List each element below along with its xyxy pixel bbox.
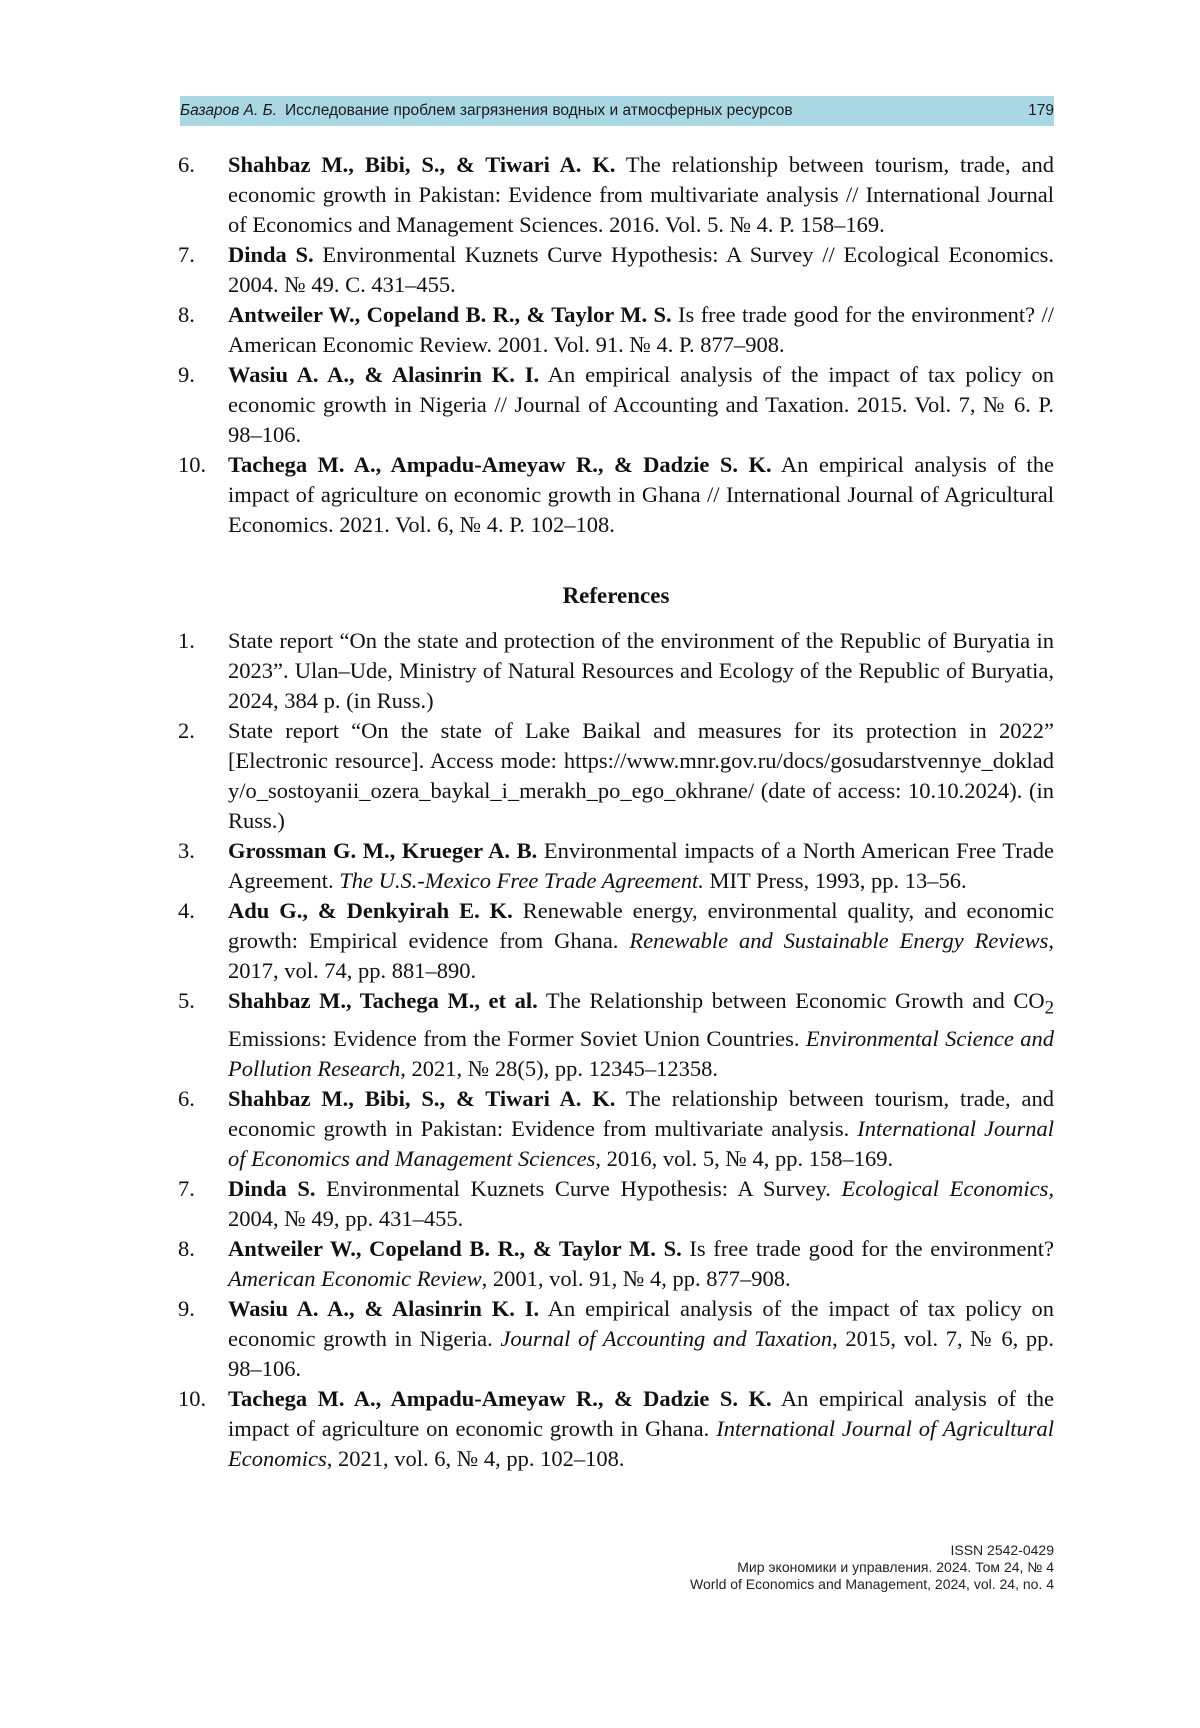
russian-reference-list <box>178 150 1054 540</box>
reference-authors: Shahbaz M., Tachega M., et al. <box>228 988 538 1013</box>
reference-number: 9. <box>178 1295 195 1321</box>
reference-url: https://www.mnr.gov.ru/docs/gosudarstvennye_doklady/o_sostoyanii_ozera_baykal_i_merakh_po_ego_okhrane/ <box>228 748 1054 803</box>
reference-text: Environmental Kuznets Curve Hypothesis: A Survey. <box>315 1175 842 1201</box>
reference-authors: Shahbaz M., Bibi, S., & Tiwari A. K. <box>228 152 616 177</box>
reference-number: 2. <box>178 718 195 743</box>
reference-text-tail: , 2015, vol. 7, № 6, pp. 98–106. <box>228 1325 1054 1381</box>
reference-number: 7. <box>178 242 195 267</box>
reference-item <box>178 240 1054 300</box>
reference-number: 8. <box>178 1235 195 1261</box>
reference-source: Renewable and Sustainable Energy Reviews <box>629 928 1049 953</box>
reference-item <box>178 300 1054 360</box>
reference-source: International Journal of Agricultural Economics <box>228 1415 1054 1471</box>
reference-authors: Tachega M. A., Ampadu-Ameyaw R., & Dadzie S. K. <box>228 452 772 477</box>
reference-text: The relationship between tourism, trade, and economic growth in Pakistan: Evidence from multivariate analysis // International Journal of Economics and Management Sciences. 2016. Vol. 5. № 4. P. 158–169. <box>228 152 1055 237</box>
reference-number: 10. <box>178 452 207 477</box>
reference-number: 4. <box>178 898 195 923</box>
reference-source: International Journal of Economics and Management Sciences <box>228 1115 1055 1171</box>
reference-text: The Relationship between Economic Growth and CO <box>537 988 1045 1013</box>
reference-text: An empirical analysis of the impact of agriculture on economic growth in Ghana. <box>228 1385 1054 1441</box>
reference-text-2: Emissions: Evidence from the Former Soviet Union Countries. <box>228 1025 806 1051</box>
reference-item <box>178 986 1054 1084</box>
footer-journal-ru: Мир экономики и управления. 2024. Том 24, № 4 <box>737 1559 1054 1575</box>
references-heading: References <box>562 583 670 608</box>
reference-text-tail: 2004, № 49, pp. 431–455. <box>228 1205 464 1231</box>
co2-subscript: 2 <box>1044 997 1054 1019</box>
reference-item <box>178 836 1054 896</box>
reference-text-tail: , 2021, № 28(5), pp. 12345–12358. <box>400 1055 718 1081</box>
footer-issn: ISSN 2542-0429 <box>950 1542 1054 1558</box>
reference-item <box>178 896 1054 986</box>
reference-number: 3. <box>178 838 195 863</box>
header-title: Исследование проблем загрязнения водных и атмосферных ресурсов <box>285 102 793 119</box>
reference-text: Is free trade good for the environment? // American Economic Review. 2001. Vol. 91. № 4. P. 877–908. <box>228 302 1054 357</box>
reference-item <box>178 450 1054 540</box>
english-reference-list <box>178 626 1054 1474</box>
reference-number: 6. <box>178 152 195 177</box>
header-author: Базаров А. Б. <box>180 102 278 119</box>
reference-number: 10. <box>178 1385 207 1411</box>
reference-source: The U.S.-Mexico Free Trade Agreement. <box>339 868 704 893</box>
reference-number: 1. <box>178 628 195 653</box>
reference-text: Is free trade good for the environment? <box>681 1235 1055 1261</box>
reference-number: 8. <box>178 302 195 327</box>
reference-text: An empirical analysis of the impact of tax policy on economic growth in Nigeria // Journal of Accounting and Taxation. 2015. Vol. 7, № 6. P. 98–106. <box>228 362 1054 447</box>
journal-footer <box>690 1542 1054 1593</box>
reference-item <box>178 1234 1054 1294</box>
reference-item <box>178 1294 1054 1384</box>
reference-text: State report “On the state of Lake Baikal and measures for its protection in 2022” [Electronic resource]. Access mode: <box>228 718 1054 773</box>
reference-authors: Adu G., & Denkyirah E. K. <box>228 898 513 923</box>
reference-text-tail: (date of access: 10.10.2024). (in Russ.) <box>228 778 1054 833</box>
page-number: 179 <box>1028 102 1054 119</box>
reference-authors: Antweiler W., Copeland B. R., & Taylor M. S. <box>228 1235 682 1261</box>
reference-item <box>178 360 1054 450</box>
reference-number: 5. <box>178 988 195 1013</box>
reference-text: State report “On the state and protection of the environment of the Republic of Buryatia in 2023”. Ulan–Ude, Ministry of Natural Resources and Ecology of the Republic of Buryatia, 2024, 384 p. (in Russ.) <box>228 628 1054 713</box>
reference-text: An empirical analysis of the impact of agriculture on economic growth in Ghana // International Journal of Agricultural Economics. 2021. Vol. 6, № 4. P. 102–108. <box>228 452 1054 537</box>
reference-item <box>178 1084 1054 1174</box>
reference-source: American Economic Review <box>228 1265 482 1291</box>
reference-text-tail: , 2001, vol. 91, № 4, pp. 877–908. <box>481 1265 791 1291</box>
reference-authors: Antweiler W., Copeland B. R., & Taylor M. S. <box>228 302 672 327</box>
footer-journal-en: World of Economics and Management, 2024, vol. 24, no. 4 <box>690 1576 1054 1592</box>
reference-text-tail: , 2017, vol. 74, pp. 881–890. <box>228 928 1054 983</box>
reference-text: Environmental impacts of a North American Free Trade Agreement. <box>228 838 1054 893</box>
reference-authors: Dinda S. <box>228 1175 316 1201</box>
reference-authors: Tachega M. A., Ampadu-Ameyaw R., & Dadzie S. K. <box>228 1385 772 1411</box>
reference-text: An empirical analysis of the impact of tax policy on economic growth in Nigeria. <box>228 1295 1054 1351</box>
reference-item <box>178 150 1054 240</box>
reference-text: Environmental Kuznets Curve Hypothesis: A Survey // Ecological Economics. 2004. № 49. С. 431–455. <box>228 242 1054 297</box>
reference-item <box>178 1384 1054 1474</box>
running-header <box>180 96 1054 126</box>
reference-number: 7. <box>178 1175 195 1201</box>
reference-number: 9. <box>178 362 195 387</box>
reference-text: Renewable energy, environmental quality, and economic growth: Empirical evidence from Ghana. <box>228 898 1054 953</box>
reference-text-tail: , 2021, vol. 6, № 4, pp. 102–108. <box>326 1445 625 1471</box>
reference-number: 6. <box>178 1085 195 1111</box>
reference-authors: Shahbaz M., Bibi, S., & Tiwari A. K. <box>228 1085 616 1111</box>
reference-text-tail: MIT Press, 1993, pp. 13–56. <box>703 868 967 893</box>
reference-authors: Grossman G. M., Krueger A. B. <box>228 838 538 863</box>
reference-authors: Dinda S. <box>228 242 314 267</box>
reference-authors: Wasiu A. A., & Alasinrin K. I. <box>228 1295 540 1321</box>
reference-source: Environmental Science and Pollution Research <box>228 1025 1054 1081</box>
header-left <box>180 102 793 120</box>
reference-authors: Wasiu A. A., & Alasinrin K. I. <box>228 362 540 387</box>
reference-item <box>178 716 1054 836</box>
reference-source: Journal of Accounting and Taxation <box>500 1325 833 1351</box>
reference-item <box>178 1174 1054 1234</box>
reference-source: Ecological Economics, <box>841 1175 1054 1201</box>
reference-text: The relationship between tourism, trade, and economic growth in Pakistan: Evidence from multivariate analysis. <box>228 1085 1055 1141</box>
reference-text-tail: , 2016, vol. 5, № 4, pp. 158–169. <box>595 1145 894 1171</box>
reference-item <box>178 626 1054 716</box>
